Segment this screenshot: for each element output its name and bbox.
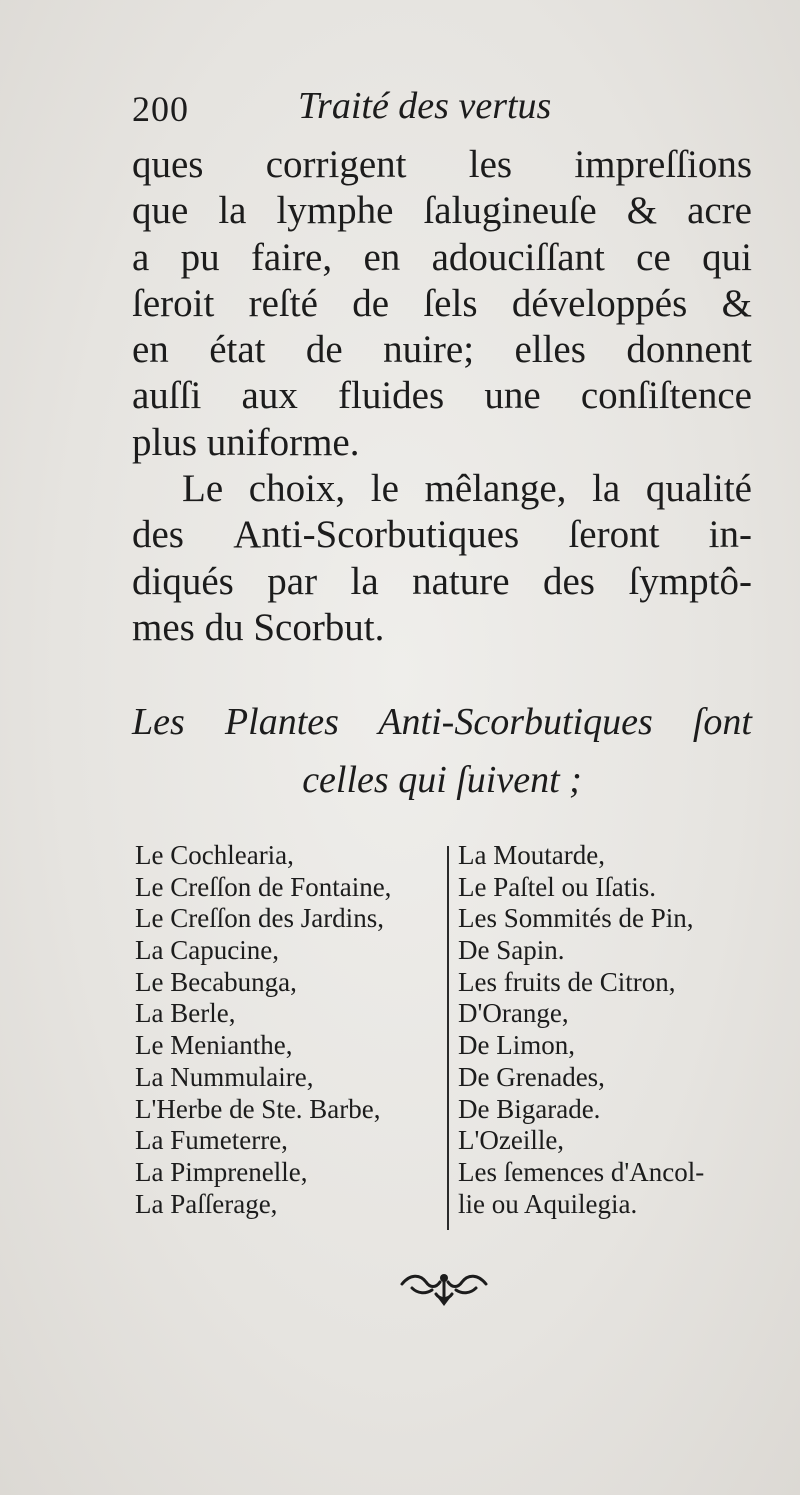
word: aux: [241, 374, 298, 418]
plant-list-item: Les Sommités de Pin,: [458, 903, 694, 934]
plant-list-item: La Berle,: [135, 998, 236, 1029]
plant-list-item: De Grenades,: [458, 1061, 605, 1092]
word: in-: [708, 513, 752, 557]
text-line: [132, 142, 752, 188]
word: une: [484, 374, 541, 418]
word: développés: [511, 281, 688, 325]
plant-list-item: La Paſſerage,: [135, 1188, 278, 1219]
word: la: [350, 559, 379, 603]
plant-list-item: La Capucine,: [135, 935, 279, 966]
plant-list: [135, 840, 765, 1230]
plant-list-item: De Limon,: [458, 1030, 575, 1061]
word: nature: [412, 559, 510, 603]
word: qui: [702, 235, 752, 279]
text-line: [132, 327, 752, 373]
word: elles: [514, 328, 586, 372]
plant-list-item: D'Orange,: [458, 998, 569, 1029]
word: mêlange,: [424, 467, 567, 511]
running-title: Traité des vertus: [298, 85, 552, 127]
word: état: [209, 328, 266, 372]
word: &: [626, 189, 658, 233]
running-head: [132, 82, 652, 130]
text-line: [132, 466, 752, 512]
text-line: [132, 281, 752, 327]
plant-list-item: Les fruits de Citron,: [458, 966, 676, 997]
section-heading: [132, 693, 752, 809]
word: ſels: [423, 281, 478, 325]
word: &: [721, 281, 752, 325]
column-divider: [447, 846, 449, 1230]
plant-list-item: L'Ozeille,: [458, 1125, 565, 1156]
word: la: [592, 467, 621, 511]
word: qualité: [645, 467, 752, 511]
word: auſſi: [132, 374, 202, 418]
text-line: [132, 373, 752, 419]
text-line: [132, 188, 752, 234]
paragraph-2: [132, 466, 752, 651]
word: ques: [132, 143, 204, 186]
text-line: [132, 512, 752, 558]
word: corrigent: [265, 143, 407, 186]
word: ſeroit: [132, 281, 215, 325]
word: impreſſions: [574, 143, 752, 186]
paragraph-1: [132, 142, 752, 466]
word: de: [305, 328, 343, 372]
word: faire,: [250, 235, 333, 279]
page-number: 200: [132, 89, 189, 129]
word: par: [267, 559, 318, 603]
word: des: [132, 513, 184, 557]
text-line: [132, 559, 752, 605]
word: les: [468, 143, 513, 186]
plant-list-item: Le Cochlearia,: [135, 840, 294, 870]
plant-list-left-column: [135, 840, 440, 1220]
word: adouciſſant: [431, 235, 605, 279]
word: reſté: [248, 281, 318, 325]
plant-list-item: De Sapin.: [458, 935, 565, 966]
plant-list-item: lie ou Aquilegia.: [458, 1188, 638, 1219]
text-line: [132, 235, 752, 281]
word: fluides: [338, 374, 445, 418]
word: que: [132, 189, 189, 233]
plant-list-item: Le Menianthe,: [135, 1030, 293, 1061]
word: en: [363, 235, 401, 279]
word: Le: [182, 467, 224, 511]
text-line: plus uniforme.: [132, 420, 360, 464]
word: nuire;: [383, 328, 475, 372]
section-heading-line-1: Les Plantes Anti-Scorbutiques ſont: [132, 701, 752, 743]
word: ſymptô-: [628, 559, 752, 603]
word: ce: [636, 235, 671, 279]
word: diqués: [132, 559, 234, 603]
word: Anti-Scorbutiques: [233, 513, 520, 557]
word: en: [132, 328, 169, 372]
plant-list-item: Le Creſſon de Fontaine,: [135, 871, 392, 902]
plant-list-right-column: [458, 840, 768, 1220]
word: ſeront: [568, 513, 660, 557]
plant-list-item: La Pimprenelle,: [135, 1156, 308, 1187]
word: donnent: [626, 328, 752, 372]
plant-list-item: Le Paſtel ou Iſatis.: [458, 871, 656, 902]
body-text: [132, 142, 752, 651]
word: conſiſtence: [580, 374, 752, 418]
word: a: [132, 235, 150, 279]
plant-list-item: Les ſemences d'Ancol-: [458, 1156, 705, 1187]
plant-list-item: La Nummulaire,: [135, 1061, 314, 1092]
plant-list-item: Le Creſſon des Jardins,: [135, 903, 384, 934]
word: ſalugineuſe: [423, 189, 597, 233]
word: acre: [687, 189, 752, 233]
word: lymphe: [276, 189, 394, 233]
word: choix,: [248, 467, 346, 511]
word: de: [352, 281, 390, 325]
word: pu: [180, 235, 220, 279]
plant-list-item: L'Herbe de Ste. Barbe,: [135, 1093, 381, 1124]
word: des: [543, 559, 595, 603]
word: la: [218, 189, 247, 233]
plant-list-item: Le Becabunga,: [135, 966, 297, 997]
plant-list-item: De Bigarade.: [458, 1093, 601, 1124]
word: le: [370, 467, 399, 511]
fleuron-ornament-icon: [398, 1268, 490, 1308]
plant-list-item: La Moutarde,: [458, 840, 605, 870]
text-line: mes du Scorbut.: [132, 605, 385, 649]
section-heading-line-2: celles qui ſuivent ;: [302, 759, 582, 801]
plant-list-item: La Fumeterre,: [135, 1125, 288, 1156]
